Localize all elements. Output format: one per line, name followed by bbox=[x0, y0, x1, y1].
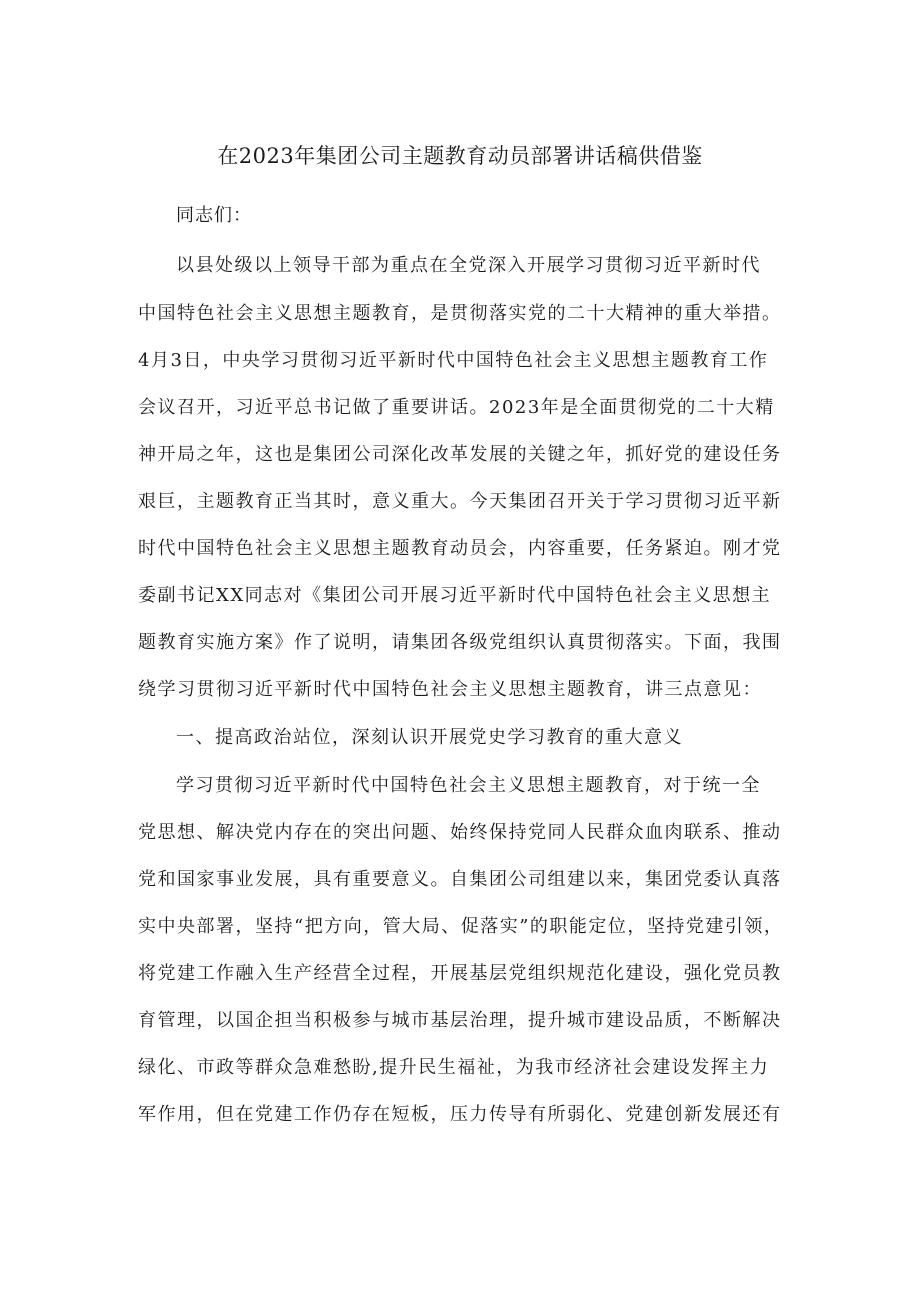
body-line: 军作用，但在党建工作仍存在短板，压力传导有所弱化、党建创新发展还有 bbox=[138, 1104, 782, 1125]
body-line: 艰巨，主题教育正当其时，意义重大。今天集团召开关于学习贯彻习近平新 bbox=[138, 491, 782, 512]
body-line: 党和国家事业发展，具有重要意义。自集团公司组建以来，集团党委认真落 bbox=[138, 869, 782, 890]
body-line: 题教育实施方案》作了说明，请集团各级党组织认真贯彻落实。下面，我围 bbox=[138, 632, 782, 653]
body-line: 神开局之年，这也是集团公司深化改革发展的关键之年，抓好党的建设任务 bbox=[138, 444, 782, 465]
body-line: 绕学习贯彻习近平新时代中国特色社会主义思想主题教育，讲三点意见： bbox=[138, 679, 762, 700]
body-line: 中国特色社会主义思想主题教育，是贯彻落实党的二十大精神的重大举措。 bbox=[138, 303, 782, 324]
body-line: 委副书记XX同志对《集团公司开展习近平新时代中国特色社会主义思想主 bbox=[138, 585, 772, 606]
body-line: 会议召开，习近平总书记做了重要讲话。2023年是全面贯彻党的二十大精 bbox=[138, 397, 775, 418]
body-line: 时代中国特色社会主义思想主题教育动员会，内容重要，任务紧迫。刚才党 bbox=[138, 538, 782, 559]
body-line: 将党建工作融入生产经营全过程，开展基层党组织规范化建设，强化党员教 bbox=[138, 963, 782, 984]
body-line: 绿化、市政等群众急难愁盼,提升民生福祉，为我市经济社会建设发挥主力 bbox=[138, 1057, 770, 1078]
salutation: 同志们： bbox=[176, 205, 252, 226]
body-line: 4月3日，中央学习贯彻习近平新时代中国特色社会主义思想主题教育工作 bbox=[138, 350, 769, 371]
body-line: 实中央部署，坚持“把方向，管大局、促落实”的职能定位，坚持党建引领， bbox=[138, 916, 784, 937]
section-heading: 一、提高政治站位，深刻认识开展党史学习教育的重大意义 bbox=[176, 727, 683, 748]
body-line: 育管理，以国企担当积极参与城市基层治理，提升城市建设品质，不断解决 bbox=[138, 1010, 782, 1031]
body-line: 以县处级以上领导干部为重点在全党深入开展学习贯彻习近平新时代 bbox=[176, 255, 761, 276]
document-title: 在2023年集团公司主题教育动员部署讲话稿供借鉴 bbox=[217, 144, 703, 168]
body-line: 党思想、解决党内存在的突出问题、始终保持党同人民群众血肉联系、推动 bbox=[138, 822, 782, 843]
body-line: 学习贯彻习近平新时代中国特色社会主义思想主题教育，对于统一全 bbox=[176, 775, 761, 796]
